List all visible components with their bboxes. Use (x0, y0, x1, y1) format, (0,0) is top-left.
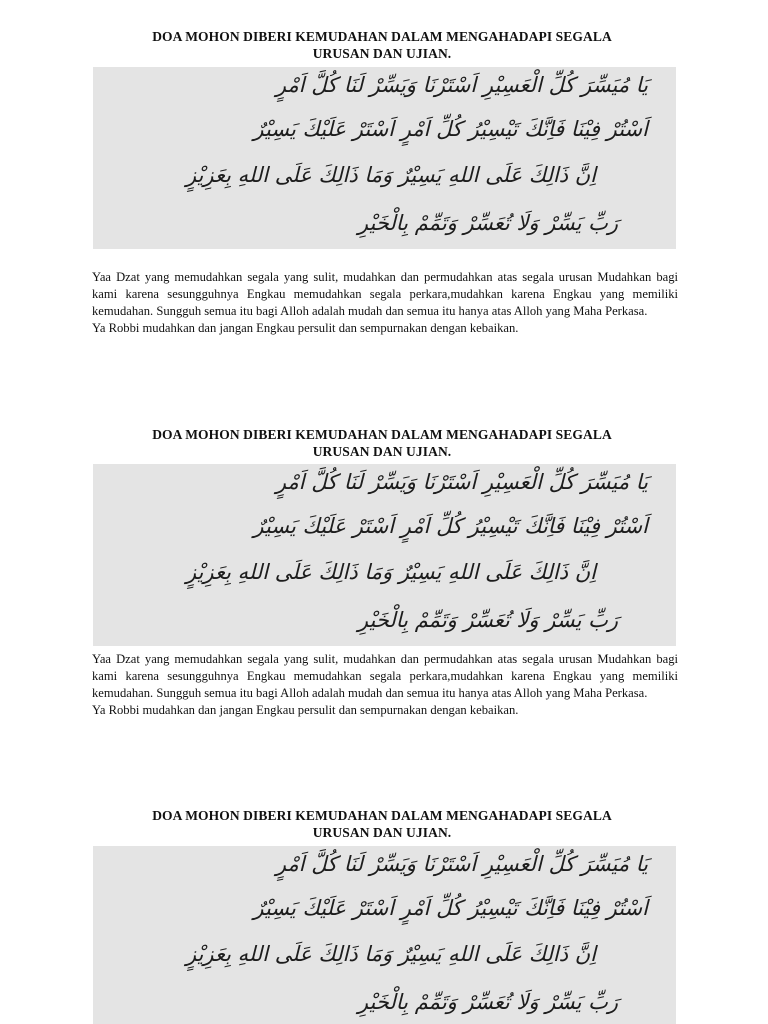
doa-title (100, 28, 664, 62)
translation-paragraph: Yaa Dzat yang memudahkan segala yang sulit, mudahkan dan permudahkan atas segala urusan Mudahkan bagi kami karena sesungguhnya Engkau memudahkan segala perkara,mudahkan karena Engkau yang memiliki kemudahan. Sungguh semua itu bagi Alloh adalah mudah dan semua itu hanya atas Alloh yang Maha Perkasa. (92, 270, 678, 318)
arabic-line-1: يَا مُيَسِّرَ كُلِّ الْعَسِيْرِ اَسْتَرْنَا وَيَسِّرْ لَنَا كُلَّ اَمْرٍ (275, 73, 648, 97)
arabic-line-4: رَبِّ يَسِّرْ وَلَا تُعَسِّرْ وَتَمِّمْ بِالْخَيْرِ (357, 608, 618, 632)
arabic-line-1: يَا مُيَسِّرَ كُلِّ الْعَسِيْرِ اَسْتَرْنَا وَيَسِّرْ لَنَا كُلَّ اَمْرٍ (275, 852, 648, 876)
doa-title-line2: URUSAN DAN UJIAN. (312, 444, 452, 459)
arabic-line-4: رَبِّ يَسِّرْ وَلَا تُعَسِّرْ وَتَمِّمْ بِالْخَيْرِ (357, 211, 618, 235)
arabic-line-2: اَسْتُرْ فِيْنَا فَاِنَّكَ تَيْسِيْرُ كُلِّ اَمْرٍ اَسْتَرْ عَلَيْكَ يَسِيْرٌ (253, 117, 648, 141)
doa-translation (92, 651, 678, 719)
arabic-line-2: اَسْتُرْ فِيْنَا فَاِنَّكَ تَيْسِيْرُ كُلِّ اَمْرٍ اَسْتَرْ عَلَيْكَ يَسِيْرٌ (253, 896, 648, 920)
closing-line: Ya Robbi mudahkan dan jangan Engkau persulit dan sempurnakan dengan kebaikan. (92, 703, 519, 717)
arabic-text-image (93, 464, 676, 646)
arabic-line-1: يَا مُيَسِّرَ كُلِّ الْعَسِيْرِ اَسْتَرْنَا وَيَسِّرْ لَنَا كُلَّ اَمْرٍ (275, 470, 648, 494)
doa-title (100, 807, 664, 841)
arabic-line-4: رَبِّ يَسِّرْ وَلَا تُعَسِّرْ وَتَمِّمْ بِالْخَيْرِ (357, 990, 618, 1014)
arabic-line-3: اِنَّ ذَالِكَ عَلَى اللهِ يَسِيْرٌ وَمَا ذَالِكَ عَلَى اللهِ بِعَزِيْزٍ (185, 942, 596, 966)
doa-title-line1: DOA MOHON DIBERI KEMUDAHAN DALAM MENGAHADAPI SEGALA (152, 427, 612, 442)
doa-title (100, 426, 664, 460)
translation-paragraph: Yaa Dzat yang memudahkan segala yang sulit, mudahkan dan permudahkan atas segala urusan Mudahkan bagi kami karena sesungguhnya Engkau memudahkan segala perkara,mudahkan karena Engkau yang memiliki kemudahan. Sungguh semua itu bagi Alloh adalah mudah dan semua itu hanya atas Alloh yang Maha Perkasa. (92, 652, 678, 700)
doa-translation (92, 269, 678, 337)
arabic-line-3: اِنَّ ذَالِكَ عَلَى اللهِ يَسِيْرٌ وَمَا ذَالِكَ عَلَى اللهِ بِعَزِيْزٍ (185, 163, 596, 187)
arabic-text-image (93, 67, 676, 249)
arabic-line-3: اِنَّ ذَالِكَ عَلَى اللهِ يَسِيْرٌ وَمَا ذَالِكَ عَلَى اللهِ بِعَزِيْزٍ (185, 560, 596, 584)
arabic-text-image (93, 846, 676, 1024)
closing-line: Ya Robbi mudahkan dan jangan Engkau persulit dan sempurnakan dengan kebaikan. (92, 321, 519, 335)
doa-title-line2: URUSAN DAN UJIAN. (312, 46, 452, 61)
doa-title-line1: DOA MOHON DIBERI KEMUDAHAN DALAM MENGAHADAPI SEGALA (152, 29, 612, 44)
arabic-line-2: اَسْتُرْ فِيْنَا فَاِنَّكَ تَيْسِيْرُ كُلِّ اَمْرٍ اَسْتَرْ عَلَيْكَ يَسِيْرٌ (253, 514, 648, 538)
doa-title-line2: URUSAN DAN UJIAN. (312, 825, 452, 840)
doa-title-line1: DOA MOHON DIBERI KEMUDAHAN DALAM MENGAHADAPI SEGALA (152, 808, 612, 823)
